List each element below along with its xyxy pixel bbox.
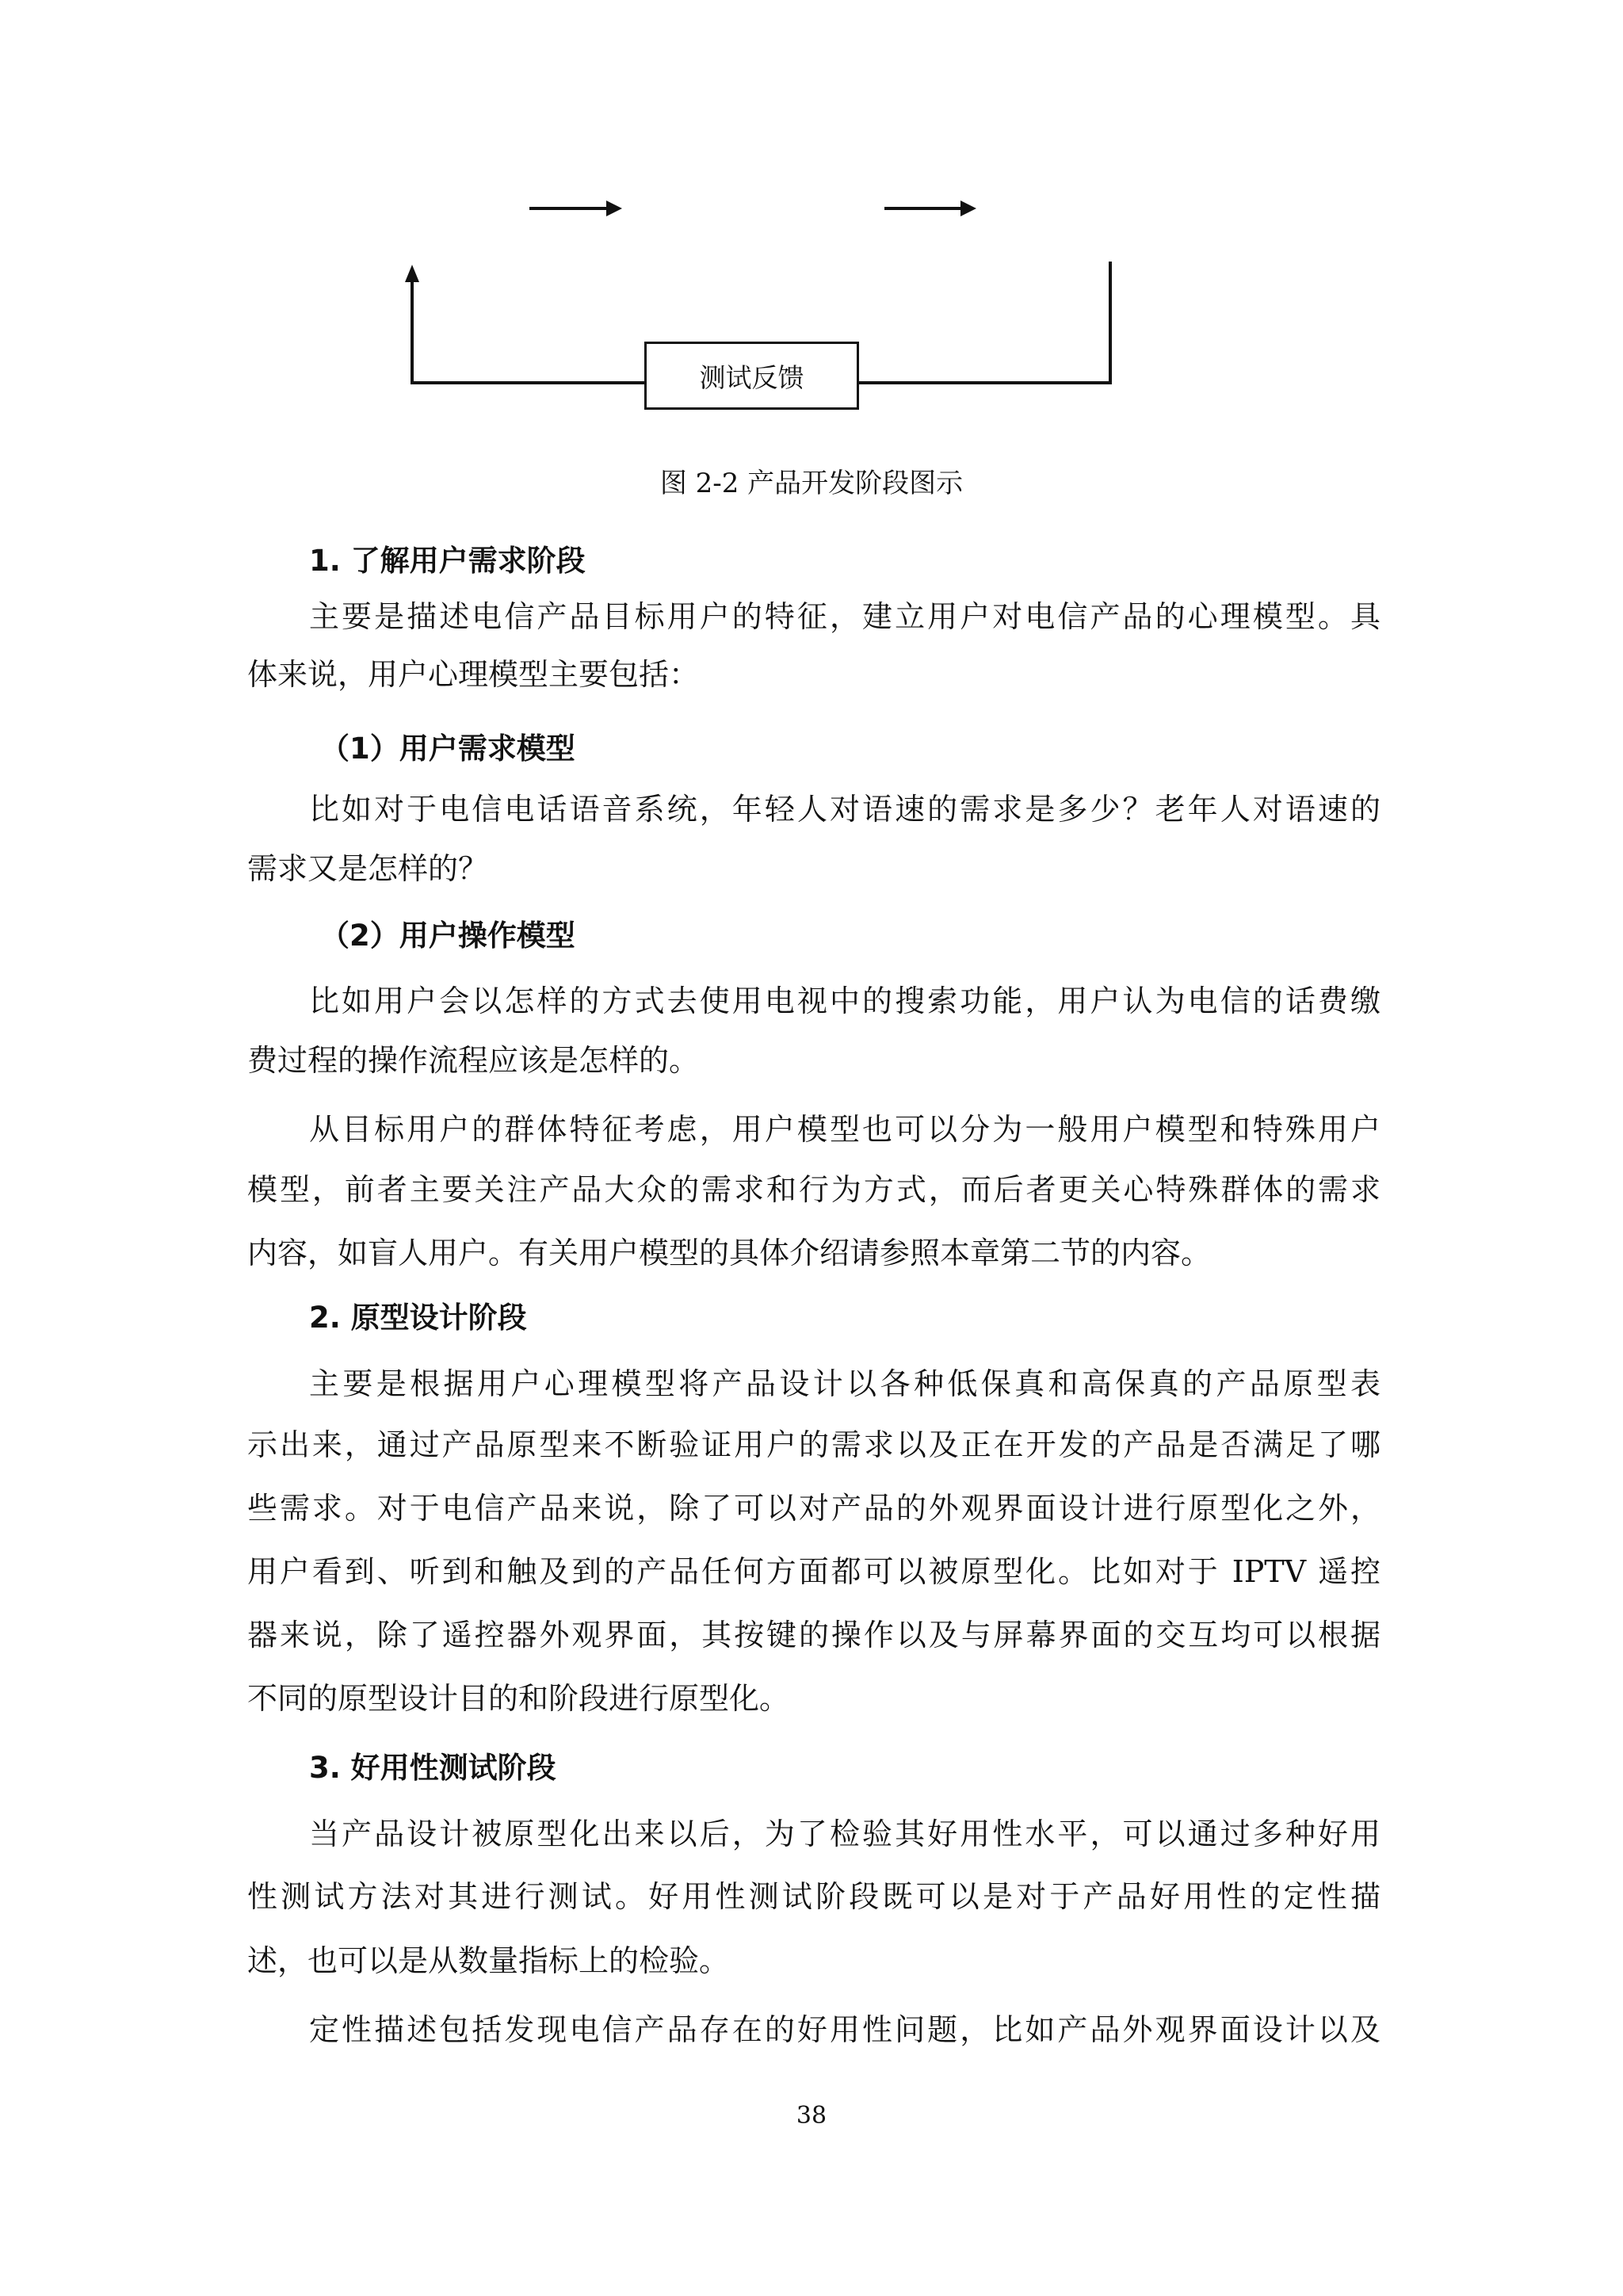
paragraph-line: 费过程的操作流程应该是怎样的。 — [247, 1043, 700, 1078]
paragraph-line: 不同的原型设计目的和阶段进行原型化。 — [247, 1681, 790, 1716]
paragraph-line: 主要是描述电信产品目标用户的特征，建立用户对电信产品的心理模型。具 — [309, 599, 1381, 634]
paragraph-line: 性测试方法对其进行测试。好用性测试阶段既可以是对于产品好用性的定性描 — [247, 1879, 1381, 1914]
feedback-loop-left — [412, 276, 644, 383]
feedback-box-label: 测试反馈 — [699, 361, 804, 393]
paragraph-line: 用户看到、听到和触及到的产品任何方面都可以被原型化。比如对于 IPTV 遥控 — [247, 1554, 1381, 1589]
sub-heading-2: （2）用户操作模型 — [320, 919, 575, 953]
arrow-head-1 — [606, 201, 622, 216]
paragraph-line: 比如对于电信电话语音系统，年轻人对语速的需求是多少？老年人对语速的 — [309, 792, 1381, 827]
product-development-diagram — [0, 0, 1623, 444]
feedback-loop-right — [859, 262, 1110, 383]
paragraph-line: 当产品设计被原型化出来以后，为了检验其好用性水平，可以通过多种好用 — [309, 1817, 1381, 1851]
paragraph-line: 模型，前者主要关注产品大众的需求和行为方式，而后者更关心特殊群体的需求 — [247, 1172, 1381, 1207]
page-number: 38 — [796, 2102, 827, 2130]
feedback-arrow-up — [405, 265, 419, 282]
paragraph-line: 器来说，除了遥控器外观界面，其按键的操作以及与屏幕界面的交互均可以根据 — [247, 1618, 1381, 1652]
paragraph-line: 比如用户会以怎样的方式去使用电视中的搜索功能，用户认为电信的话费缴 — [309, 984, 1381, 1018]
paragraph-line: 体来说，用户心理模型主要包括： — [247, 657, 700, 692]
section-heading-1: 1. 了解用户需求阶段 — [309, 544, 586, 578]
paragraph-line: 从目标用户的群体特征考虑，用户模型也可以分为一般用户模型和特殊用户 — [309, 1112, 1381, 1147]
arrow-head-2 — [960, 201, 976, 216]
figure-caption: 图 2-2 产品开发阶段图示 — [659, 468, 964, 499]
section-heading-2: 2. 原型设计阶段 — [309, 1301, 527, 1335]
paragraph-line: 内容，如盲人用户。有关用户模型的具体介绍请参照本章第二节的内容。 — [247, 1236, 1212, 1270]
paragraph-line: 定性描述包括发现电信产品存在的好用性问题，比如产品外观界面设计以及 — [309, 2012, 1381, 2047]
paragraph-line: 述，也可以是从数量指标上的检验。 — [247, 1943, 730, 1978]
paragraph-line: 示出来，通过产品原型来不断验证用户的需求以及正在开发的产品是否满足了哪 — [247, 1427, 1381, 1462]
sub-heading-1: （1）用户需求模型 — [320, 732, 575, 766]
paragraph-line: 些需求。对于电信产品来说，除了可以对产品的外观界面设计进行原型化之外， — [247, 1491, 1381, 1526]
section-heading-3: 3. 好用性测试阶段 — [309, 1751, 556, 1785]
feedback-box — [644, 342, 859, 410]
paragraph-line: 需求又是怎样的？ — [247, 851, 489, 886]
paragraph-line: 主要是根据用户心理模型将产品设计以各种低保真和高保真的产品原型表 — [309, 1366, 1381, 1401]
